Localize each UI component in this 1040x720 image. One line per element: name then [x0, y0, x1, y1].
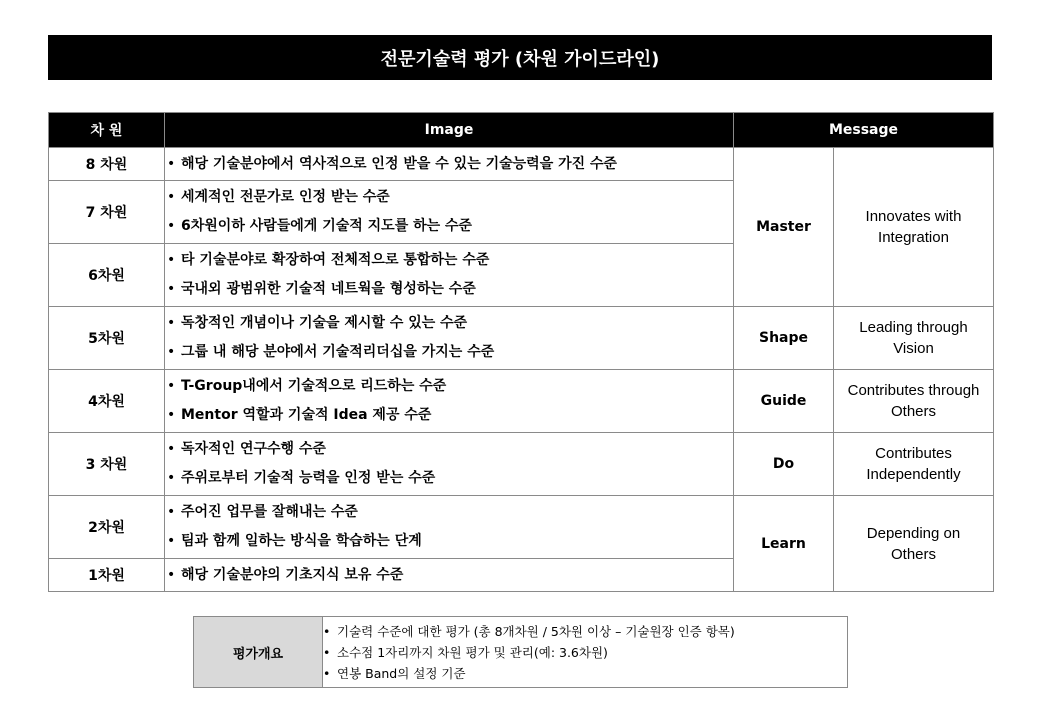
- message-line: Contributes through: [847, 382, 980, 399]
- list-item: • Mentor 역할과 기술적 Idea 제공 수준: [165, 401, 733, 430]
- image-cell: [165, 181, 734, 244]
- table-row: [49, 433, 994, 496]
- message-text-cell: [834, 433, 994, 496]
- page-title: 전문기술력 평가 (차원 가이드라인): [48, 35, 992, 80]
- list-item: • 주위로부터 기술적 능력을 인정 받는 수준: [165, 464, 733, 493]
- list-item: • 기술력 수준에 대한 평가 (총 8개차원 / 5차원 이상 – 기술원장 인증 항목): [323, 621, 847, 642]
- message-word-cell: Learn: [734, 496, 834, 592]
- message-text-cell: [834, 307, 994, 370]
- message-word-cell: Shape: [734, 307, 834, 370]
- message-line: Vision: [893, 340, 934, 357]
- level-cell: 8 차원: [49, 148, 165, 181]
- message-line: Innovates with: [865, 208, 962, 225]
- image-cell: [165, 496, 734, 559]
- evaluation-summary-box: [193, 616, 848, 688]
- list-item: • 소수점 1자리까지 차원 평가 및 관리(예: 3.6차원): [323, 642, 847, 663]
- message-line: Contributes: [875, 445, 952, 462]
- level-cell: 3 차원: [49, 433, 165, 496]
- image-cell: [165, 148, 734, 181]
- message-line: Others: [890, 545, 936, 563]
- list-item: • 독창적인 개념이나 기술을 제시할 수 있는 수준: [165, 309, 733, 338]
- level-cell: 6차원: [49, 244, 165, 307]
- level-cell: 1차원: [49, 559, 165, 592]
- table-row: [49, 307, 994, 370]
- header-level: 차 원: [49, 113, 165, 148]
- header-message: Message: [734, 113, 994, 148]
- list-item: • 팀과 함께 일하는 방식을 학습하는 단계: [165, 527, 733, 556]
- table-row: [49, 148, 994, 181]
- list-item: • 타 기술분야로 확장하여 전체적으로 통합하는 수준: [165, 246, 733, 275]
- level-guideline-table: [48, 112, 994, 592]
- message-word-cell: Do: [734, 433, 834, 496]
- table-header-row: [49, 113, 994, 148]
- list-item: • T-Group내에서 기술적으로 리드하는 수준: [165, 372, 733, 401]
- list-item: • 해당 기술분야에서 역사적으로 인정 받을 수 있는 기술능력을 가진 수준: [165, 150, 733, 179]
- image-cell: [165, 307, 734, 370]
- list-item: • 연봉 Band의 설정 기준: [323, 663, 847, 684]
- message-text-cell: [834, 148, 994, 307]
- image-cell: [165, 559, 734, 592]
- list-item: • 해당 기술분야의 기초지식 보유 수준: [165, 561, 733, 590]
- list-item: • 독자적인 연구수행 수준: [165, 435, 733, 464]
- list-item: • 그룹 내 해당 분야에서 기술적리더십을 가지는 수준: [165, 338, 733, 367]
- list-item: • 세계적인 전문가로 인정 받는 수준: [165, 183, 733, 212]
- summary-label: 평가개요: [194, 617, 323, 688]
- image-cell: [165, 433, 734, 496]
- message-text-cell: [834, 370, 994, 433]
- message-line: Leading through: [859, 319, 968, 336]
- level-cell: 4차원: [49, 370, 165, 433]
- message-word-cell: Master: [734, 148, 834, 307]
- image-cell: [165, 244, 734, 307]
- level-cell: 5차원: [49, 307, 165, 370]
- list-item: • 국내외 광범위한 기술적 네트웍을 형성하는 수준: [165, 275, 733, 304]
- message-word-cell: Guide: [734, 370, 834, 433]
- list-item: • 주어진 업무를 잘해내는 수준: [165, 498, 733, 527]
- header-image: Image: [165, 113, 734, 148]
- level-cell: 7 차원: [49, 181, 165, 244]
- message-line: Others: [890, 403, 936, 420]
- level-cell: 2차원: [49, 496, 165, 559]
- message-text-cell: [834, 496, 994, 592]
- message-line: Integration: [878, 229, 949, 246]
- message-line: Depending on: [866, 524, 961, 542]
- image-cell: [165, 370, 734, 433]
- table-row: [49, 370, 994, 433]
- table-row: [49, 496, 994, 559]
- summary-items: [323, 617, 848, 688]
- message-line: Independently: [866, 466, 961, 483]
- list-item: • 6차원이하 사람들에게 기술적 지도를 하는 수준: [165, 212, 733, 241]
